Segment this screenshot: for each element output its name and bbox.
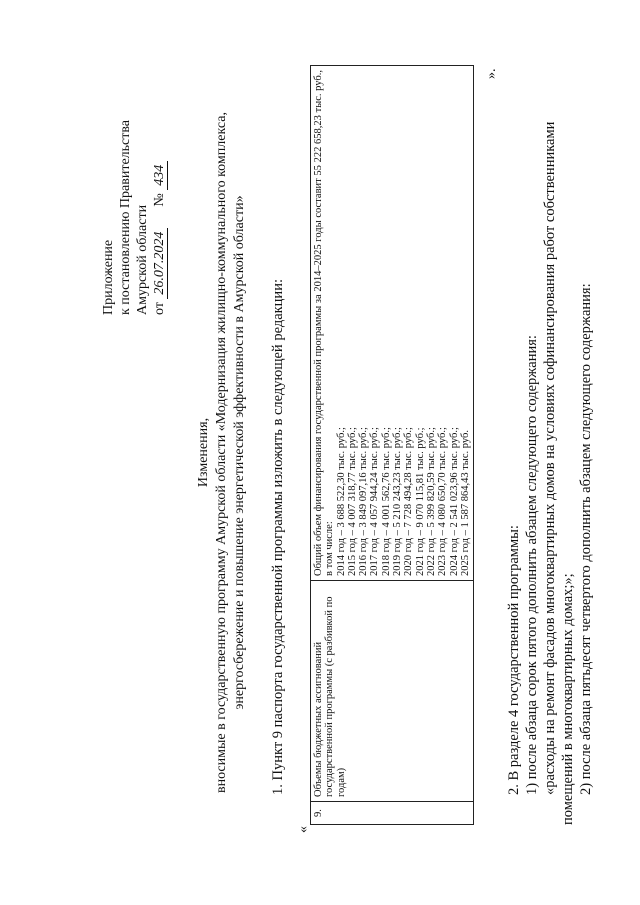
heading-line3: энергосбережение и повышение энергетической эффективности в Амурской области»	[232, 195, 247, 710]
year-line: 2014 год – 3 688 522,30 тыс. руб.;	[335, 427, 347, 576]
year-line: 2016 год – 3 849 097,16 тыс. руб.;	[358, 427, 370, 576]
appendix-title: Приложение	[101, 239, 116, 315]
row-label: Объемы бюджетных ассигнований государственной программы (с разбивкой по годам)	[311, 581, 474, 802]
year-line: 2022 год – 5 399 820,59 тыс. руб.;	[425, 427, 437, 576]
year-line: 2023 год – 4 080 650,70 тыс. руб.;	[437, 427, 449, 576]
heading-line2: вносимые в государственную программу Амурской области «Модернизация жилищно-коммунального комплекса,	[214, 111, 229, 794]
year-line: 2018 год – 4 001 562,76 тыс. руб.;	[380, 427, 392, 576]
appendix-block	[100, 120, 168, 315]
item-1: 1. Пункт 9 паспорта государственной программы изложить в следующей редакции:	[270, 279, 286, 795]
row-number: 9.	[311, 802, 474, 825]
sub-item-1: 1) после абзаца сорок пятого дополнить абзацем следующего содержания:	[524, 335, 540, 795]
year-line: 2024 год – 2 541 023,96 тыс. руб.;	[448, 427, 460, 576]
close-quote: ».	[484, 68, 499, 79]
passport-table	[310, 65, 474, 825]
item-2: 2. В разделе 4 государственной программы:	[506, 525, 522, 795]
year-line: 2015 год – 4 007 318,77 тыс. руб.;	[346, 427, 358, 576]
quote-line-2: помещений в многоквартирных домах;»;	[560, 573, 576, 825]
year-line: 2017 год – 4 057 944,24 тыс. руб.;	[369, 427, 381, 576]
open-quote: «	[296, 826, 311, 833]
year-line: 2019 год – 5 210 243,23 тыс. руб.;	[392, 427, 404, 576]
sub-item-2: 2) после абзаца пятьдесят четвертого дополнить абзацем следующего содержания:	[578, 283, 594, 795]
quote-line-1: «расходы на ремонт фасадов многоквартирных домов на условиях софинансирования работ собственниками	[542, 121, 558, 795]
year-line: 2021 год – 9 070 115,81 тыс. руб.;	[414, 427, 426, 576]
row-content	[311, 66, 474, 581]
number-value: 434	[152, 161, 168, 190]
date-value: 26.07.2024	[152, 228, 168, 299]
appendix-line2: к постановлению Правительства	[118, 119, 133, 315]
heading-title: Изменения,	[196, 417, 211, 488]
table-row	[311, 66, 474, 825]
funding-intro: Общий объем финансирования государственной программы за 2014–2025 годы составит 55 222 658,23 тыс. руб., в том числе:	[313, 70, 336, 576]
appendix-line3: Амурской области	[135, 204, 150, 315]
number-prefix: №	[152, 193, 167, 207]
year-line: 2025 год – 1 587 864,43 тыс. руб.	[459, 430, 471, 576]
appendix-date-line	[151, 120, 168, 315]
year-line: 2020 год – 7 728 494,28 тыс. руб.;	[403, 427, 415, 576]
date-prefix: от	[152, 302, 167, 315]
